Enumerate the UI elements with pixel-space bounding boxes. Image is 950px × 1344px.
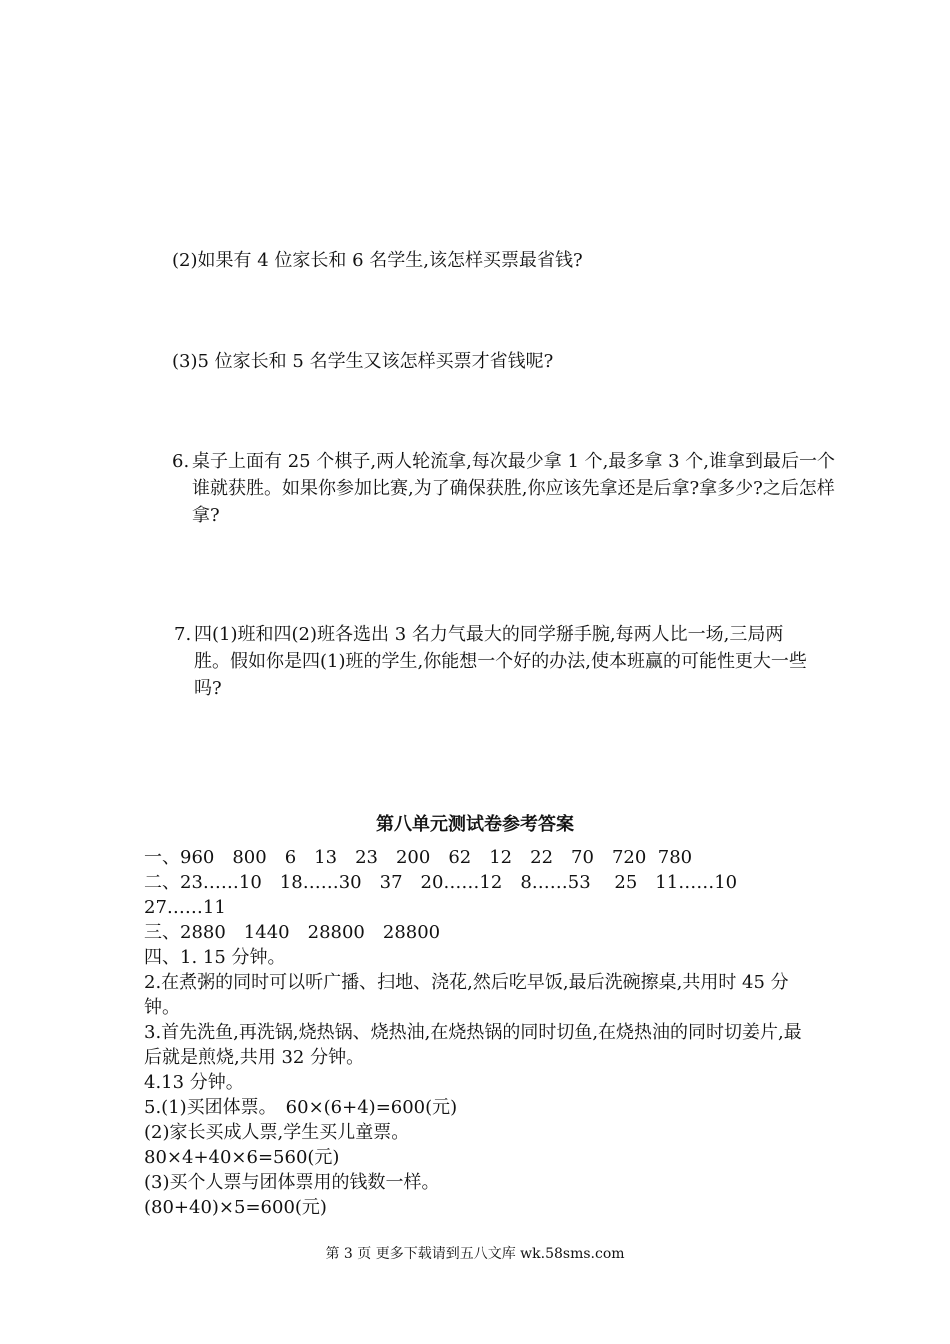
answer-line: 三、2880 1440 28800 28800 [144,922,441,943]
question-5-part-3: (3)5 位家长和 5 名学生又该怎样买票才省钱呢? [172,351,554,372]
question-7-number: 7. [174,624,192,645]
answer-line: 4.13 分钟。 [144,1072,244,1093]
answer-line: 四、1. 15 分钟。 [144,947,286,968]
answer-line: 2.在煮粥的同时可以听广播、扫地、浇花,然后吃早饭,最后洗碗擦桌,共用时 45 分钟。 [144,972,789,1018]
answer-line: (80+40)×5=600(元) [144,1197,327,1218]
answer-line: 一、960 800 6 13 23 200 62 12 22 70 720 780 [144,847,693,868]
answer-line: 二、23……10 18……30 37 20……12 8……53 25 11……10 [144,872,738,893]
question-6-text: 桌子上面有 25 个棋子,两人轮流拿,每次最少拿 1 个,最多拿 3 个,谁拿到最后一个谁就获胜。如果你参加比赛,为了确保获胜,你应该先拿还是后拿?拿多少?之后怎样拿? [192,451,836,526]
answer-line: 27……11 [144,897,226,918]
question-6-number: 6. [172,451,190,472]
question-5-part-2: (2)如果有 4 位家长和 6 名学生,该怎样买票最省钱? [172,250,583,271]
answer-line: 3.首先洗鱼,再洗锅,烧热锅、烧热油,在烧热锅的同时切鱼,在烧热油的同时切姜片,最后就是煎烧,共用 32 分钟。 [144,1022,802,1068]
answer-line: 5.(1)买团体票。 60×(6+4)=600(元) [144,1097,458,1118]
page-footer: 第 3 页 更多下载请到五八文库 wk.58sms.com [325,1246,625,1262]
answer-key-body [144,845,814,1220]
answer-line: (3)买个人票与团体票用的钱数一样。 [144,1172,440,1193]
answer-line: (2)家长买成人票,学生买儿童票。 [144,1122,410,1143]
question-7-text: 四(1)班和四(2)班各选出 3 名力气最大的同学掰手腕,每两人比一场,三局两胜。假如你是四(1)班的学生,你能想一个好的办法,使本班赢的可能性更大一些吗? [194,624,807,699]
answer-key-title: 第八单元测试卷参考答案 [376,814,574,835]
answer-line: 80×4+40×6=560(元) [144,1147,340,1168]
question-6 [172,448,842,529]
question-7 [174,621,814,702]
